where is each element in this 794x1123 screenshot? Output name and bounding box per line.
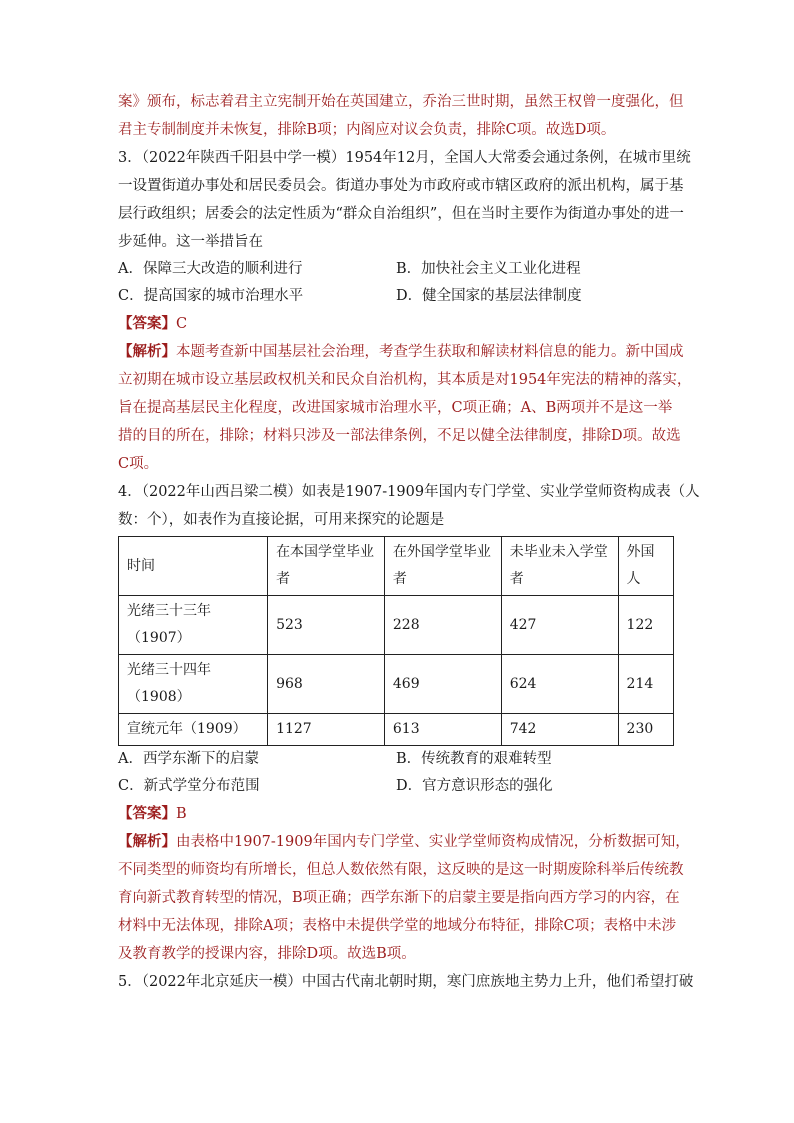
table-cell: 469 [384, 655, 501, 714]
option-d: D．官方意识形态的强化 [396, 778, 553, 794]
table-cell: 1127 [268, 714, 385, 746]
previous-analysis-continuation [118, 88, 684, 144]
table-cell: 230 [618, 714, 673, 746]
analysis-text: 由表格中1907-1909年国内专门学堂、实业学堂师资构成情况，分析数据可知， [176, 834, 690, 850]
table-cell: 523 [268, 596, 385, 655]
question-3-options-row-1 [118, 256, 678, 283]
option-b: B．加快社会主义工业化进程 [396, 261, 581, 277]
table-header-cell: 在本国学堂毕业者 [268, 537, 385, 596]
table-cell: 968 [268, 655, 385, 714]
question-4-analysis [118, 828, 690, 968]
answer-label: 【答案】 [118, 805, 176, 822]
analysis-line: 立初期在城市设立基层政权机关和民众自治机构，其本质是对1954年宪法的精神的落实， [118, 372, 692, 388]
analysis-line [118, 828, 690, 856]
option-d: D．健全国家的基层法律制度 [396, 288, 582, 304]
answer-value: B [176, 806, 187, 822]
analysis-line: 及教育教学的授课内容，排除D项。故选B项。 [118, 946, 416, 962]
table-cell: 光绪三十三年（1907） [119, 596, 268, 655]
table-header-row [119, 537, 674, 596]
table-row [119, 714, 674, 746]
table-cell: 427 [501, 596, 618, 655]
answer-value: C [176, 316, 188, 332]
answer-label: 【答案】 [118, 315, 176, 332]
question-4-options-row-2 [118, 773, 678, 800]
document-page [118, 88, 700, 996]
table-header-cell: 在外国学堂毕业者 [384, 537, 501, 596]
analysis-line [118, 338, 684, 366]
option-a: A．西学东渐下的启蒙 [118, 751, 259, 767]
analysis-line: 材料中无法体现，排除A项；表格中未提供学堂的地域分布特征，排除C项；表格中未涉 [118, 918, 677, 934]
table-header-cell: 时间 [119, 537, 268, 596]
question-4-answer [118, 800, 678, 828]
question-3-answer [118, 310, 678, 338]
text-line: 案》颁布，标志着君主立宪制开始在英国建立，乔治三世时期，虽然王权曾一度强化，但 [118, 94, 684, 110]
option-b: B．传统教育的艰难转型 [396, 751, 552, 767]
table-header-cell: 外国人 [618, 537, 673, 596]
analysis-line: 不同类型的师资均有所增长，但总人数依然有限，这反映的是这一时期废除科举后传统教 [118, 862, 684, 878]
option-c: C．新式学堂分布范围 [118, 778, 260, 794]
table-cell: 613 [384, 714, 501, 746]
table-row [119, 655, 674, 714]
option-c: C．提高国家的城市治理水平 [118, 288, 304, 304]
table-cell: 光绪三十四年（1908） [119, 655, 268, 714]
table-cell: 宣统元年（1909） [119, 714, 268, 746]
question-4-stem-line: 4．（2022年山西吕梁二模）如表是1907-1909年国内专门学堂、实业学堂师资构成表（人 [118, 484, 700, 500]
table-cell: 742 [501, 714, 618, 746]
table-row [119, 596, 674, 655]
table-cell: 122 [618, 596, 673, 655]
question-3-stem-line: 一设置街道办事处和居民委员会。街道办事处为市政府或市辖区政府的派出机构，属于基 [118, 178, 684, 194]
question-3 [118, 144, 692, 478]
text-line: 君主专制制度并未恢复，排除B项；内阁应对议会负责，排除C项。故选D项。 [118, 122, 616, 138]
analysis-label: 【解析】 [118, 833, 176, 850]
analysis-line: C项。 [118, 456, 159, 472]
analysis-line: 育向新式教育转型的情况，B项正确；西学东渐下的启蒙主要是指向西方学习的内容，在 [118, 890, 680, 906]
table-cell: 214 [618, 655, 673, 714]
question-4-options-row-1 [118, 746, 678, 773]
table-cell: 624 [501, 655, 618, 714]
question-3-stem-line: 3．（2022年陕西千阳县中学一模）1954年12月，全国人大常委会通过条例，在城市里统 [118, 150, 691, 166]
question-3-stem-line: 层行政组织；居委会的法定性质为“群众自治组织”，但在当时主要作为街道办事处的进一 [118, 206, 684, 222]
question-3-options-row-2 [118, 283, 678, 310]
teacher-composition-table [118, 536, 674, 746]
analysis-label: 【解析】 [118, 343, 176, 360]
analysis-text: 本题考查新中国基层社会治理，考查学生获取和解读材料信息的能力。新中国成 [176, 344, 684, 360]
question-3-stem-line: 步延伸。这一举措旨在 [118, 234, 263, 250]
question-4-stem-line: 数：个），如表作为直接论据，可用来探究的论题是 [118, 512, 445, 528]
analysis-line: 旨在提高基层民主化程度，改进国家城市治理水平，C项正确；A、B两项并不是这一举 [118, 400, 673, 416]
question-5-stem-line: 5．（2022年北京延庆一模）中国古代南北朝时期，寒门庶族地主势力上升，他们希望打破 [118, 974, 694, 990]
table-cell: 228 [384, 596, 501, 655]
analysis-line: 措的目的所在，排除；材料只涉及一部法律条例，不足以健全法律制度，排除D项。故选 [118, 428, 681, 444]
option-a: A．保障三大改造的顺利进行 [118, 261, 303, 277]
question-5 [118, 968, 694, 996]
table-header-cell: 未毕业未入学堂者 [501, 537, 618, 596]
question-4 [118, 478, 700, 968]
question-3-analysis [118, 338, 692, 478]
